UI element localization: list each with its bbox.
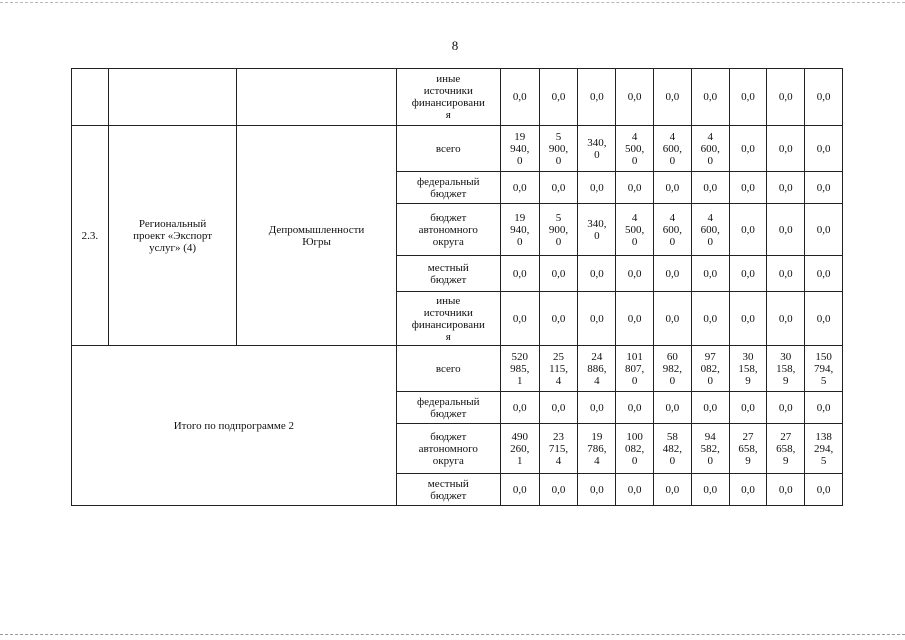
value-cell: 0,0 [616, 292, 654, 346]
value-cell: 0,0 [767, 204, 805, 256]
value-cell: 0,0 [500, 392, 539, 424]
funding-source-cell: местный бюджет [396, 474, 500, 506]
value-cell: 0,0 [729, 474, 767, 506]
value-cell: 0,0 [578, 292, 616, 346]
value-cell: 0,0 [805, 256, 843, 292]
blank-num-cell [72, 69, 109, 126]
scan-edge-bottom [0, 634, 905, 636]
value-cell: 340, 0 [578, 204, 616, 256]
value-cell: 0,0 [578, 172, 616, 204]
value-cell: 19 940, 0 [500, 204, 539, 256]
value-cell: 97 082, 0 [691, 346, 729, 392]
value-cell: 4 600, 0 [654, 204, 692, 256]
value-cell: 0,0 [578, 256, 616, 292]
value-cell: 0,0 [805, 69, 843, 126]
value-cell: 0,0 [767, 392, 805, 424]
value-cell: 0,0 [729, 292, 767, 346]
value-cell: 4 600, 0 [691, 126, 729, 172]
item-number-cell: 2.3. [72, 126, 109, 346]
value-cell: 150 794, 5 [805, 346, 843, 392]
funding-source-cell: иные источники финансировани я [396, 292, 500, 346]
value-cell: 0,0 [539, 392, 578, 424]
value-cell: 94 582, 0 [691, 424, 729, 474]
value-cell: 60 982, 0 [654, 346, 692, 392]
value-cell: 0,0 [691, 292, 729, 346]
value-cell: 0,0 [654, 392, 692, 424]
funding-source-cell: федеральный бюджет [396, 392, 500, 424]
value-cell: 0,0 [539, 172, 578, 204]
value-cell: 0,0 [729, 204, 767, 256]
value-cell: 0,0 [578, 474, 616, 506]
table-row [72, 346, 843, 392]
funding-source-cell: всего [396, 346, 500, 392]
value-cell: 0,0 [729, 392, 767, 424]
value-cell: 0,0 [616, 474, 654, 506]
value-cell: 0,0 [767, 292, 805, 346]
value-cell: 58 482, 0 [654, 424, 692, 474]
value-cell: 0,0 [805, 172, 843, 204]
value-cell: 19 940, 0 [500, 126, 539, 172]
value-cell: 0,0 [767, 172, 805, 204]
value-cell: 0,0 [539, 292, 578, 346]
page-number: 8 [451, 38, 459, 53]
value-cell: 0,0 [500, 256, 539, 292]
value-cell: 490 260, 1 [500, 424, 539, 474]
value-cell: 0,0 [616, 256, 654, 292]
value-cell: 0,0 [767, 69, 805, 126]
value-cell: 30 158, 9 [729, 346, 767, 392]
value-cell: 520 985, 1 [500, 346, 539, 392]
funding-source-cell: бюджет автономного округа [396, 204, 500, 256]
value-cell: 0,0 [578, 392, 616, 424]
funding-source-cell: местный бюджет [396, 256, 500, 292]
value-cell: 0,0 [539, 69, 578, 126]
value-cell: 4 600, 0 [654, 126, 692, 172]
value-cell: 0,0 [654, 474, 692, 506]
blank-name-cell [108, 69, 237, 126]
value-cell: 0,0 [691, 172, 729, 204]
funding-source-cell: бюджет автономного округа [396, 424, 500, 474]
value-cell: 4 500, 0 [616, 126, 654, 172]
value-cell: 0,0 [691, 69, 729, 126]
value-cell: 0,0 [805, 204, 843, 256]
value-cell: 0,0 [616, 69, 654, 126]
value-cell: 0,0 [654, 172, 692, 204]
value-cell: 0,0 [654, 256, 692, 292]
scan-edge-top [0, 2, 905, 4]
value-cell: 0,0 [805, 126, 843, 172]
value-cell: 23 715, 4 [539, 424, 578, 474]
value-cell: 0,0 [691, 256, 729, 292]
value-cell: 0,0 [500, 474, 539, 506]
blank-executor-cell [237, 69, 396, 126]
value-cell: 19 786, 4 [578, 424, 616, 474]
value-cell: 0,0 [729, 172, 767, 204]
value-cell: 27 658, 9 [767, 424, 805, 474]
value-cell: 0,0 [729, 126, 767, 172]
value-cell: 0,0 [500, 292, 539, 346]
value-cell: 0,0 [616, 172, 654, 204]
value-cell: 100 082, 0 [616, 424, 654, 474]
value-cell: 0,0 [805, 292, 843, 346]
value-cell: 138 294, 5 [805, 424, 843, 474]
value-cell: 0,0 [805, 392, 843, 424]
total-label-cell: Итого по подпрограмме 2 [72, 346, 397, 506]
value-cell: 0,0 [729, 69, 767, 126]
project-name-cell: Региональный проект «Экспорт услуг» (4) [108, 126, 237, 346]
value-cell: 4 600, 0 [691, 204, 729, 256]
funding-source-cell: всего [396, 126, 500, 172]
value-cell: 5 900, 0 [539, 126, 578, 172]
value-cell: 340, 0 [578, 126, 616, 172]
value-cell: 4 500, 0 [616, 204, 654, 256]
value-cell: 0,0 [805, 474, 843, 506]
funding-source-cell: федеральный бюджет [396, 172, 500, 204]
value-cell: 24 886, 4 [578, 346, 616, 392]
value-cell: 0,0 [767, 126, 805, 172]
value-cell: 0,0 [654, 292, 692, 346]
value-cell: 0,0 [500, 172, 539, 204]
table-row [72, 69, 843, 126]
value-cell: 0,0 [654, 69, 692, 126]
value-cell: 101 807, 0 [616, 346, 654, 392]
funding-table [71, 68, 843, 506]
funding-source-cell: иные источники финансировани я [396, 69, 500, 126]
value-cell: 0,0 [767, 256, 805, 292]
value-cell: 0,0 [767, 474, 805, 506]
value-cell: 0,0 [539, 474, 578, 506]
value-cell: 0,0 [539, 256, 578, 292]
value-cell: 25 115, 4 [539, 346, 578, 392]
value-cell: 5 900, 0 [539, 204, 578, 256]
value-cell: 27 658, 9 [729, 424, 767, 474]
value-cell: 0,0 [691, 392, 729, 424]
value-cell: 0,0 [578, 69, 616, 126]
value-cell: 0,0 [500, 69, 539, 126]
value-cell: 0,0 [729, 256, 767, 292]
executor-cell: Депромышленности Югры [237, 126, 396, 346]
value-cell: 0,0 [691, 474, 729, 506]
table-row [72, 126, 843, 172]
value-cell: 0,0 [616, 392, 654, 424]
value-cell: 30 158, 9 [767, 346, 805, 392]
